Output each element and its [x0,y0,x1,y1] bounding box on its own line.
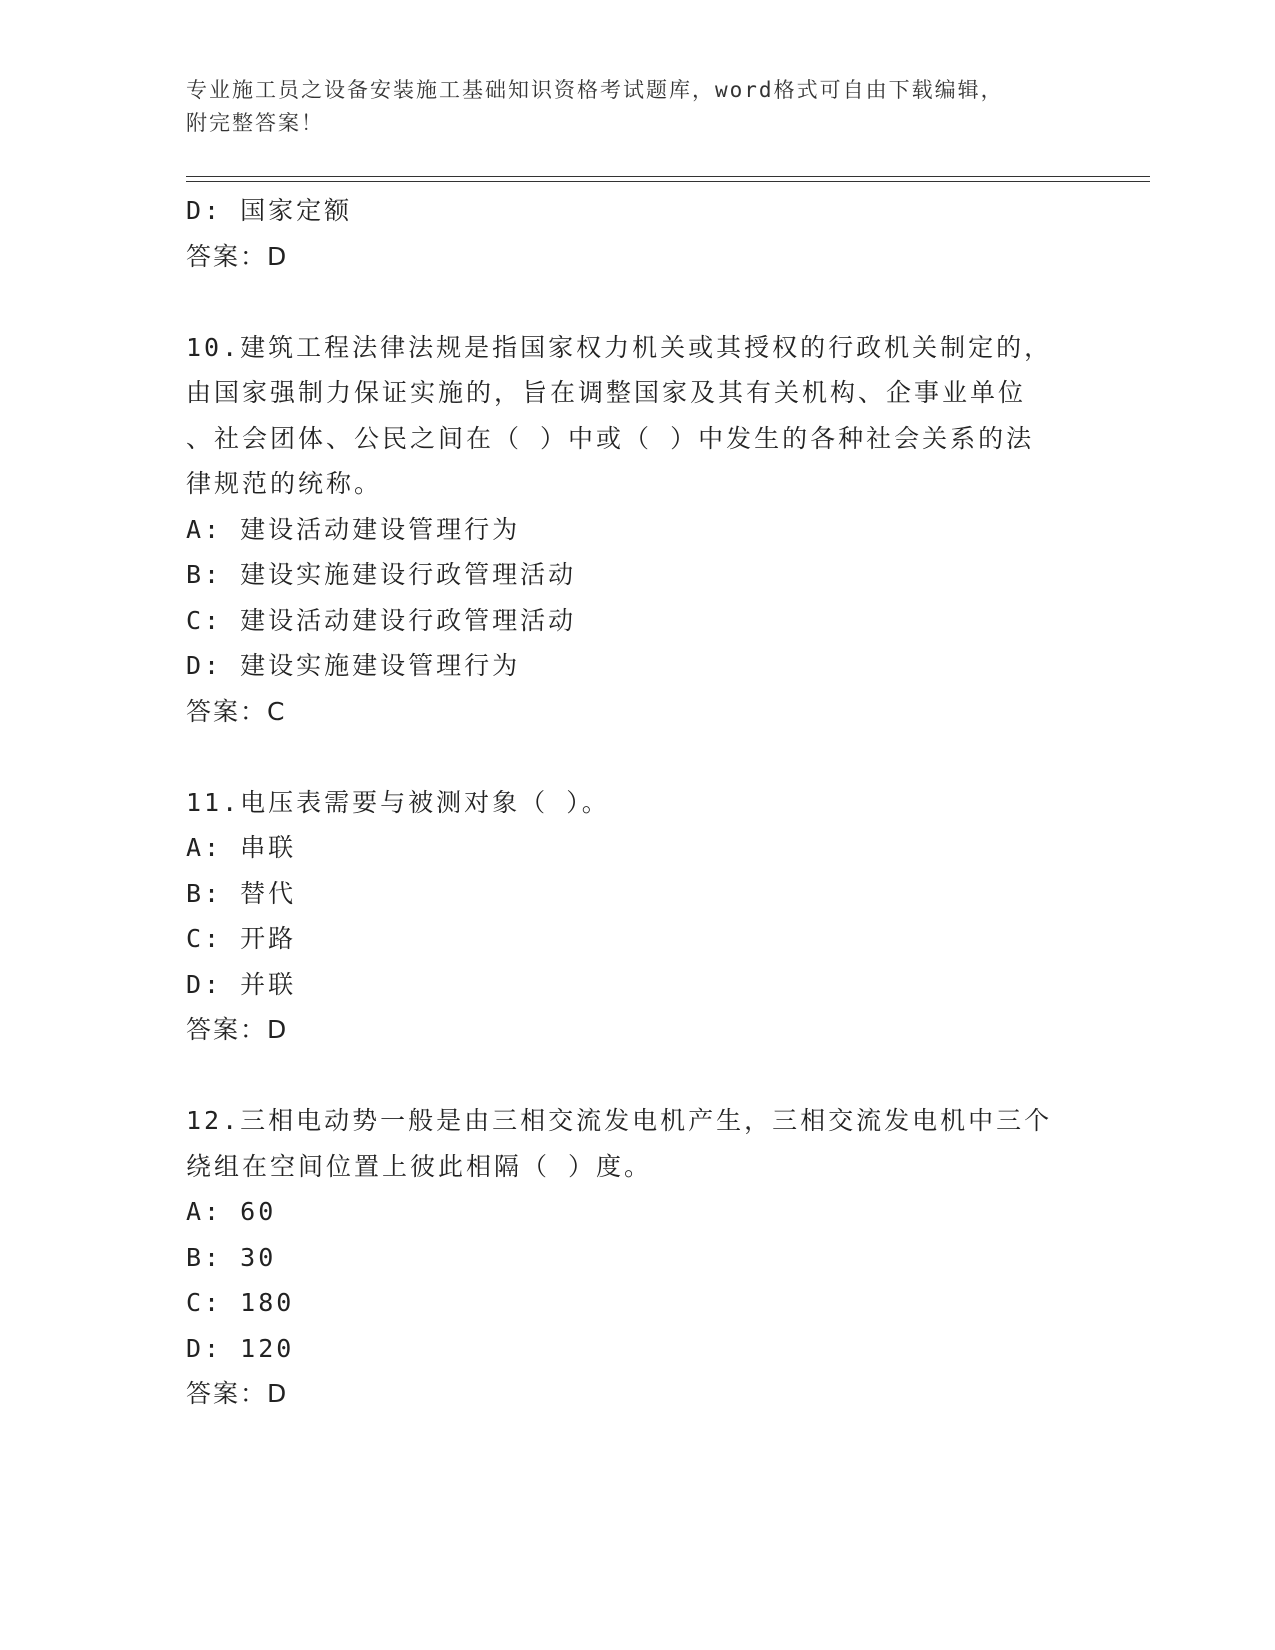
previous-question-tail [186,188,1086,279]
question-stem-line: 12.三相电动势一般是由三相交流发电机产生，三相交流发电机中三个 [186,1106,1053,1135]
question-12 [186,1098,1086,1417]
question-10 [186,325,1086,735]
question-stem-line: 绕组在空间位置上彼此相隔（ ）度。 [186,1151,653,1181]
option-c: C: 开路 [186,924,297,953]
answer-line: 答案：D [186,241,289,271]
document-body [186,188,1086,1417]
option-d: D: 并联 [186,969,297,999]
option-a: A: 建设活动建设管理行为 [186,514,521,544]
answer-line: 答案：C [186,696,287,726]
option-a: A: 串联 [186,833,297,862]
header-divider-bottom [186,181,1150,182]
option-d: D: 建设实施建设管理行为 [186,651,521,680]
option-d: D: 120 [186,1333,295,1363]
spacer [186,1053,1086,1099]
option-b: B: 替代 [186,878,297,908]
header-divider-top [186,176,1150,177]
option-b: B: 30 [186,1242,277,1272]
question-stem-line: 律规范的统称。 [186,469,383,498]
question-stem-line: 10.建筑工程法律法规是指国家权力机关或其授权的行政机关制定的， [186,332,1053,362]
option-d: D: 国家定额 [186,196,353,225]
option-c: C: 建设活动建设行政管理活动 [186,605,577,635]
question-stem-line: 11.电压表需要与被测对象（ ）。 [186,787,610,817]
header-title-line-1: 专业施工员之设备安装施工基础知识资格考试题库，word格式可自由下载编辑， [186,78,1004,102]
spacer [186,279,1086,325]
option-b: B: 建设实施建设行政管理活动 [186,560,577,589]
question-stem-line: 、社会团体、公民之间在（ ）中或（ ）中发生的各种社会关系的法 [186,423,1035,453]
answer-line: 答案：D [186,1015,289,1044]
header-title-line-2: 附完整答案！ [186,111,324,135]
option-c: C: 180 [186,1288,295,1317]
spacer [186,734,1086,780]
question-11 [186,780,1086,1053]
question-stem-line: 由国家强制力保证实施的，旨在调整国家及其有关机构、企事业单位 [186,378,1027,407]
page-header [186,74,1066,140]
answer-line: 答案：D [186,1379,289,1408]
option-a: A: 60 [186,1197,277,1226]
